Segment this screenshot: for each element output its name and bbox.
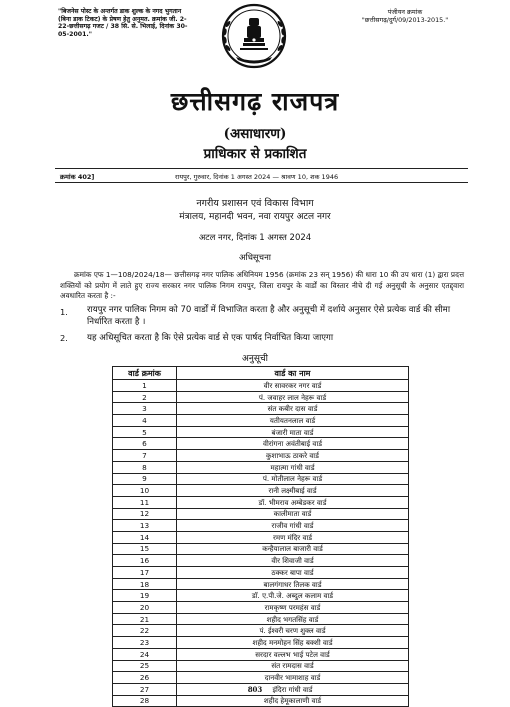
table-row xyxy=(113,567,409,579)
table-row xyxy=(113,637,409,649)
ward-name-cell: राजीव गांधी वार्ड xyxy=(177,520,409,532)
ward-number-cell: 6 xyxy=(113,438,177,450)
column-header-ward-number: वार्ड क्रमांक xyxy=(113,367,177,380)
department-address: मंत्रालय, महानदी भवन, नवा रायपुर अटल नगर xyxy=(179,212,331,222)
ward-number-cell: 16 xyxy=(113,555,177,567)
ward-name-cell: पं. मोतीलाल नेहरू वार्ड xyxy=(177,473,409,485)
header-rule-bottom xyxy=(55,182,468,183)
ward-number-cell: 20 xyxy=(113,602,177,614)
ward-name-cell: ठक्कर बापा वार्ड xyxy=(177,567,409,579)
table-row xyxy=(113,426,409,438)
table-row xyxy=(113,496,409,508)
column-header-ward-name: वार्ड का नाम xyxy=(177,367,409,380)
ward-number-cell: 21 xyxy=(113,613,177,625)
issue-date-line: रायपुर, गुरुवार, दिनांक 1 अगस्त 2024 — श्रावण 10, शक 1946 xyxy=(175,173,339,181)
ward-name-cell: शहीद हेमूकालाणी वार्ड xyxy=(177,695,409,707)
table-row xyxy=(113,695,409,707)
table-row xyxy=(113,473,409,485)
registration-number: "छत्तीसगढ़/दुर्ग/09/2013-2015." xyxy=(361,16,449,24)
table-row xyxy=(113,543,409,555)
table-row xyxy=(113,660,409,672)
table-row xyxy=(113,602,409,614)
ward-number-cell: 3 xyxy=(113,403,177,415)
ward-name-cell: बालगंगाधर तिलक वार्ड xyxy=(177,578,409,590)
page-number: 803 xyxy=(247,685,263,694)
table-row xyxy=(113,555,409,567)
ward-name-cell: संत कबीर दास वार्ड xyxy=(177,403,409,415)
registration-block xyxy=(335,8,475,24)
ward-number-cell: 11 xyxy=(113,496,177,508)
ward-number-cell: 12 xyxy=(113,508,177,520)
ward-number-cell: 26 xyxy=(113,672,177,684)
ward-name-cell: यतीयतनलाल वार्ड xyxy=(177,415,409,427)
ward-number-cell: 10 xyxy=(113,485,177,497)
item-number: 1. xyxy=(60,307,68,317)
authority-line: प्राधिकार से प्रकाशित xyxy=(203,146,307,162)
table-row xyxy=(113,613,409,625)
ward-name-cell: पं. ईश्वरी चरण शुक्ल वार्ड xyxy=(177,625,409,637)
ward-name-cell: संत रामदास वार्ड xyxy=(177,660,409,672)
gazette-title: छत्तीसगढ़ राजपत्र xyxy=(170,87,340,116)
table-row xyxy=(113,485,409,497)
department-name: नगरीय प्रशासन एवं विकास विभाग xyxy=(196,198,314,209)
table-row xyxy=(113,520,409,532)
item-number: 2. xyxy=(60,333,68,343)
ward-number-cell: 18 xyxy=(113,578,177,590)
table-row xyxy=(113,508,409,520)
ward-name-cell: रमण मंदिर वार्ड xyxy=(177,531,409,543)
ward-number-cell: 9 xyxy=(113,473,177,485)
ward-number-cell: 24 xyxy=(113,648,177,660)
ward-name-cell: कन्हैयालाल बाजारी वार्ड xyxy=(177,543,409,555)
ward-name-cell: वीर शिवाजी वार्ड xyxy=(177,555,409,567)
registration-label: पंजीयन क्रमांक xyxy=(387,8,423,16)
header-rule-top xyxy=(55,168,468,169)
ward-number-cell: 22 xyxy=(113,625,177,637)
ward-name-cell: कुशाभाऊ ठाकरे वार्ड xyxy=(177,450,409,462)
ward-name-cell: महात्मा गांधी वार्ड xyxy=(177,461,409,473)
wards-table-body xyxy=(113,380,409,707)
table-header-row xyxy=(113,367,409,380)
ward-number-cell: 15 xyxy=(113,543,177,555)
issue-number: क्रमांक 402] xyxy=(60,173,95,181)
ward-name-cell: पं. जवाहर लाल नेहरू वार्ड xyxy=(177,391,409,403)
ward-number-cell: 2 xyxy=(113,391,177,403)
ward-number-cell: 4 xyxy=(113,415,177,427)
preamble-paragraph: क्रमांक एफ 1—108/2024/18— छत्तीसगढ़ नगर पालिक अधिनियम 1956 (क्रमांक 23 सन् 1956) की धारा 10 की उप धारा (1) द्वारा प्रदत्त शक्तियों को प्रयोग में लाते हुए राज्य सरकार नगर पालिक निगम रायपुर, जिला रायपुर के वार्डों का विस्तार नीचे दी गई अनुसूची के अनुसार एतद्द्वारा अवधारित करता है :- xyxy=(60,270,464,300)
ward-name-cell: शहीद भगतसिंह वार्ड xyxy=(177,613,409,625)
ward-number-cell: 8 xyxy=(113,461,177,473)
table-row xyxy=(113,380,409,392)
table-row xyxy=(113,578,409,590)
notification-heading: अधिसूचना xyxy=(239,253,271,263)
ward-number-cell: 7 xyxy=(113,450,177,462)
ward-name-cell: रानी लक्ष्मीबाई वार्ड xyxy=(177,485,409,497)
ward-name-cell: कालीमाता वार्ड xyxy=(177,508,409,520)
ward-number-cell: 23 xyxy=(113,637,177,649)
item-text: रायपुर नगर पालिक निगम को 70 वार्डों में विभाजित करता है और अनुसूची में दर्शाये अनुसार ऐसे प्रत्येक वार्ड की सीमा निर्धारित करता है । xyxy=(87,305,451,327)
ward-number-cell: 25 xyxy=(113,660,177,672)
ward-number-cell: 1 xyxy=(113,380,177,392)
ward-number-cell: 5 xyxy=(113,426,177,438)
table-row xyxy=(113,672,409,684)
table-row xyxy=(113,531,409,543)
ward-number-cell: 13 xyxy=(113,520,177,532)
ward-number-cell: 19 xyxy=(113,590,177,602)
ward-name-cell: सरदार वल्लभ भाई पटेल वार्ड xyxy=(177,648,409,660)
ward-name-cell: वीरांगना अवंतीबाई वार्ड xyxy=(177,438,409,450)
state-emblem-icon xyxy=(210,2,298,74)
ward-number-cell: 17 xyxy=(113,567,177,579)
table-row xyxy=(113,415,409,427)
table-row xyxy=(113,438,409,450)
table-row xyxy=(113,461,409,473)
ward-name-cell: शहीद मनमोहन सिंह बक्शी वार्ड xyxy=(177,637,409,649)
ward-number-cell: 27 xyxy=(113,683,177,695)
ward-number-cell: 14 xyxy=(113,531,177,543)
ward-name-cell: इंदिरा गांधी वार्ड xyxy=(177,683,409,695)
schedule-heading: अनुसूची xyxy=(241,354,268,364)
item-text: यह अधिसूचित करता है कि ऐसे प्रत्येक वार्ड से एक पार्षद निर्वाचित किया जाएगा xyxy=(87,333,334,343)
gazette-type: (असाधारण) xyxy=(223,126,287,142)
table-row xyxy=(113,625,409,637)
table-row xyxy=(113,391,409,403)
table-row xyxy=(113,403,409,415)
ward-number-cell: 28 xyxy=(113,695,177,707)
place-date: अटल नगर, दिनांक 1 अगस्त 2024 xyxy=(198,233,312,243)
postal-permit-note: "बिजनेस पोस्ट के अन्तर्गत डाक शुल्क के नगद भुगतान (बिना डाक टिकट) के प्रेषण हेतु अनुमत. क्रमांक जी. 2-22-छत्तीसगढ़ गजट / 38 सि. से. भिलाई, दिनांक 30-05-2001." xyxy=(58,8,188,38)
ward-name-cell: वीर सावरकर नगर वार्ड xyxy=(177,380,409,392)
table-row xyxy=(113,450,409,462)
wards-table xyxy=(112,366,409,707)
table-row xyxy=(113,590,409,602)
ward-name-cell: बंजारी माता वार्ड xyxy=(177,426,409,438)
ward-name-cell: डॉ. भीमराव अम्बेडकर वार्ड xyxy=(177,496,409,508)
table-row xyxy=(113,648,409,660)
ward-name-cell: डॉ. ए.पी.जे. अब्दुल कलाम वार्ड xyxy=(177,590,409,602)
ward-name-cell: रामकृष्ण परमहंस वार्ड xyxy=(177,602,409,614)
ward-name-cell: दानवीर भामाशाह वार्ड xyxy=(177,672,409,684)
